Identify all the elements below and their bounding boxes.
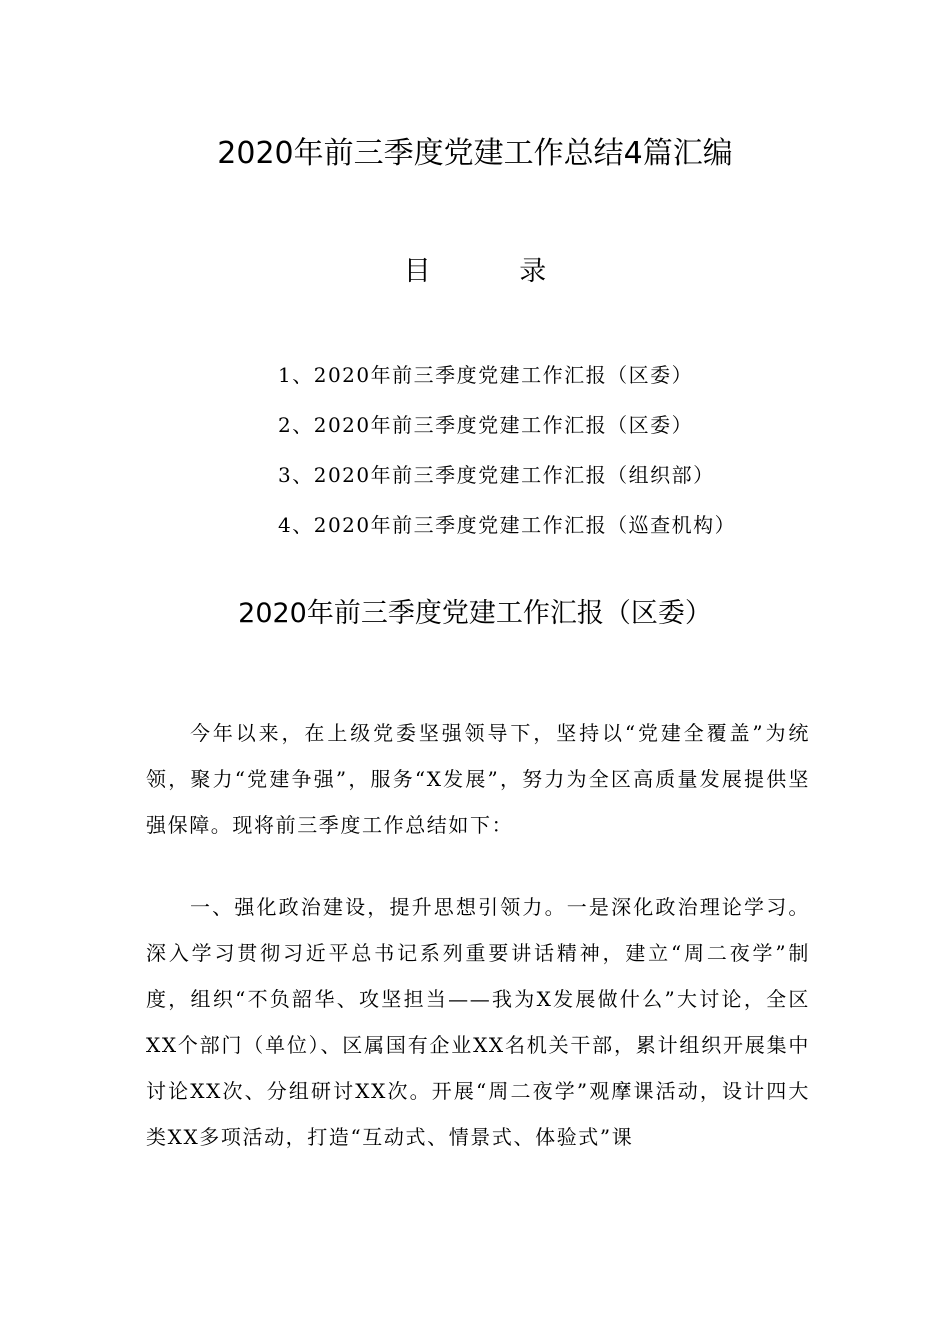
toc-heading: 目 录 [403, 256, 587, 287]
toc-item: 4、2020年前三季度党建工作汇报（巡查机构） [278, 513, 737, 537]
body-paragraph: 今年以来，在上级党委坚强领导下，坚持以“党建全覆盖”为统领，聚力“党建争强”，服务“X发展”，努力为全区高质量发展提供坚强保障。现将前三季度工作总结如下： [146, 721, 810, 837]
document-title: 2020年前三季度党建工作总结4篇汇编 [217, 136, 733, 171]
toc-item: 2、2020年前三季度党建工作汇报（区委） [278, 413, 694, 437]
toc-item: 3、2020年前三季度党建工作汇报（组织部） [278, 463, 715, 487]
section-title: 2020年前三季度党建工作汇报（区委） [238, 598, 712, 629]
toc-item: 1、2020年前三季度党建工作汇报（区委） [278, 363, 694, 387]
table-of-contents [278, 350, 736, 550]
body-paragraph: 一、强化政治建设，提升思想引领力。一是深化政治理论学习。深入学习贯彻习近平总书记系列重要讲话精神，建立“周二夜学”制度，组织“不负韶华、攻坚担当——我为X发展做什么”大讨论，全区XX个部门（单位）、区属国有企业XX名机关干部，累计组织开展集中讨论XX次、分组研讨XX次。开展“周二夜学”观摩课活动，设计四大类XX多项活动，打造“互动式、情景式、体验式”课 [146, 895, 810, 1149]
